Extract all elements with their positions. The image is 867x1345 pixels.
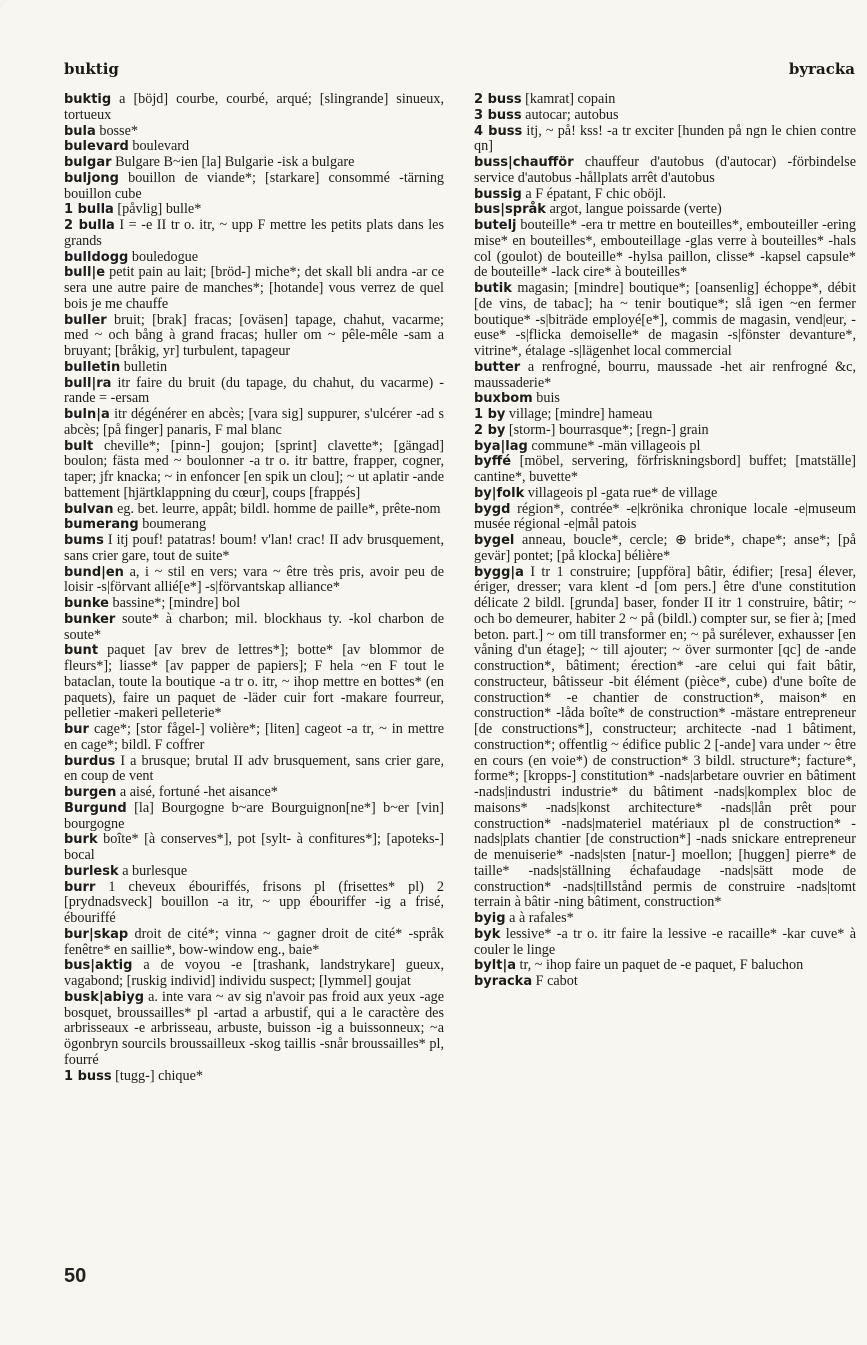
entry-definition: [påvlig] bulle* — [117, 201, 202, 218]
entry-headword: bur — [64, 722, 89, 737]
entry-headword: buxbom — [474, 391, 533, 407]
dictionary-entry — [64, 171, 444, 203]
entry-headword: bums — [64, 533, 104, 548]
entry-headword: bylt|a — [474, 958, 516, 974]
entry-headword: buller — [64, 312, 107, 328]
dictionary-entry — [474, 187, 856, 203]
entry-definition: itr faire du bruit (du tapage, du chahut, du vacarme) -rande = -ersam — [64, 374, 444, 407]
entry-definition: a de voyou -e [trashank, landstrykare] gueux, vagabond; [ruskig individ] individu suspect; [lymmel] goujat — [64, 957, 445, 989]
entry-headword: byracka — [474, 974, 533, 989]
entry-definition: anneau, boucle*, cercle; ⊕ bride*, chape*; anse*; [på gevär] pontet; [på klocka] bélière* — [474, 532, 856, 564]
entry-headword: burlesk — [64, 863, 119, 879]
entry-headword: bygd — [474, 501, 511, 517]
entry-headword: bya|lag — [474, 438, 528, 454]
dictionary-entry — [64, 360, 444, 376]
dictionary-entry — [474, 958, 856, 974]
dictionary-entry — [64, 439, 444, 502]
entry-headword: by|folk — [474, 485, 525, 501]
dictionary-entry — [474, 454, 856, 486]
entry-headword: 1 buss — [64, 1068, 112, 1084]
entry-headword: burdus — [64, 753, 116, 769]
entry-definition: a aisé, fortuné -het aisance* — [119, 784, 278, 800]
entry-definition: bouillon de viande*; [starkare] consommé -tärning bouillon cube — [64, 169, 445, 202]
entry-definition: boumerang — [142, 516, 207, 533]
entry-headword: busk|abiyg — [64, 989, 145, 1005]
entry-definition: [kamrat] copain — [525, 91, 616, 107]
entry-headword: 2 by — [474, 422, 506, 438]
dictionary-entry — [474, 218, 856, 281]
entry-definition: a à rafales* — [509, 910, 574, 926]
dictionary-entry — [474, 565, 856, 912]
entry-headword: bulgar — [64, 155, 112, 170]
entry-headword: bula — [64, 123, 96, 139]
entry-definition: région*, contrée* -e|krönika chronique locale -e|museum musée régional -e|mål patois — [474, 500, 856, 533]
dictionary-entry — [474, 407, 856, 423]
entry-headword: butter — [474, 359, 521, 375]
entry-headword: bulvan — [64, 501, 114, 517]
entry-definition: petit pain au lait; [bröd-] miche*; det skall bli andra -ar ce sera une autre paire de manches*; [hotande] vous verrez de quel bois je me chauffe — [64, 264, 445, 312]
entry-definition: village; [mindre] hameau — [508, 406, 653, 422]
entry-definition: a F épatant, F chic oböjl. — [525, 185, 667, 202]
entry-definition: cheville*; [pinn-] goujon; [sprint] clavette*; [gängad] boulon; fästa med ~ boulonner -a tr o. itr battre, frapper, cogner, taper; jfr knacka; ~ in enfoncer [en spik un clou]; ~ ut aplatir -ande battement [hjärtklappning du cœur], coups [frappés] — [64, 437, 445, 501]
entry-headword: bult — [64, 438, 94, 454]
entry-definition: I itj pouf! patatras! boum! v'lan! crac! II adv brusquement, sans crier gare, tout de suite* — [64, 532, 444, 564]
dictionary-entry — [64, 124, 444, 140]
entry-headword: buln|a — [64, 407, 110, 422]
entry-definition: bouledogue — [131, 248, 199, 265]
dictionary-entry — [64, 801, 444, 833]
entry-definition: a renfrogné, bourru, maussade -het air renfrogné &c, maussaderie* — [474, 358, 856, 391]
entry-headword: bulldogg — [64, 249, 129, 265]
entry-definition: [möbel, servering, förfriskningsbord] buffet; [matställe] cantine*, buvette* — [474, 453, 856, 485]
entry-headword: 4 buss — [474, 123, 523, 139]
entry-headword: bund|en — [64, 564, 124, 580]
entry-headword: 2 bulla — [64, 218, 115, 233]
entry-headword: 1 by — [474, 407, 506, 422]
dictionary-entry — [64, 990, 444, 1069]
entry-definition: cage*; [stor fågel-] volière*; [liten] cageot -a tr, ~ in mettre en cage*; bildl. F coffrer — [64, 721, 444, 753]
entry-headword: bunke — [64, 596, 109, 611]
entry-headword: buktig — [64, 92, 112, 107]
dictionary-entry — [474, 974, 856, 990]
entry-definition: bulletin — [123, 358, 168, 375]
entry-headword: buss|chaufför — [474, 155, 574, 170]
entry-definition: eg. bet. leurre, appât; bildl. homme de paille*, prête-nom — [117, 500, 441, 517]
dictionary-entry — [474, 486, 856, 502]
entry-definition: boulevard — [132, 138, 190, 155]
entry-headword: byig — [474, 911, 506, 926]
entry-headword: bus|aktig — [64, 958, 133, 974]
entry-headword: 3 buss — [474, 107, 522, 123]
dictionary-entry — [64, 517, 444, 533]
dictionary-entry — [474, 911, 856, 927]
dictionary-entry — [64, 265, 444, 312]
running-head-right: byracka — [788, 60, 855, 78]
entry-headword: butik — [474, 281, 512, 296]
dictionary-entry — [474, 360, 856, 392]
dictionary-entry — [64, 643, 444, 722]
dictionary-entry — [64, 376, 444, 408]
entry-definition: I = -e II tr o. itr, ~ upp F mettre les petits plats dans les grands — [64, 217, 444, 249]
entry-definition: commune* -män villageois pl — [531, 437, 701, 454]
dictionary-entry — [474, 92, 856, 108]
entry-definition: itj, ~ på! kss! -a tr exciter [hunden på ngn le chien contre qn] — [474, 122, 857, 155]
dictionary-entry — [64, 958, 444, 990]
entry-headword: burk — [64, 832, 98, 848]
entry-headword: Burgund — [64, 800, 127, 816]
entry-definition: buis — [536, 390, 560, 407]
entry-headword: byk — [474, 926, 501, 942]
entry-definition: [tugg-] chique* — [115, 1067, 204, 1084]
entry-headword: bur|skap — [64, 926, 129, 942]
entry-headword: bygg|a — [474, 564, 524, 580]
entry-headword: bussig — [474, 186, 522, 202]
dictionary-entry — [64, 218, 444, 250]
entry-headword: bull|ra — [64, 375, 112, 391]
entry-definition: [la] Bourgogne b~are Bourguignon[ne*] b~er [vin] bourgogne — [64, 799, 444, 832]
entry-headword: 2 buss — [474, 92, 522, 107]
entry-headword: bygel — [474, 533, 515, 548]
entry-definition: bosse* — [99, 122, 138, 139]
entry-definition: I a brusque; brutal II adv brusquement, sans crier gare, en coup de vent — [64, 752, 444, 785]
dictionary-entry — [64, 407, 444, 439]
dictionary-entry — [64, 754, 444, 786]
entry-definition: a, i ~ stil en vers; vara ~ être très pris, avoir peu de loisir -s|förvant allié[e*] -s|förvantskap alliance* — [64, 563, 445, 596]
entry-headword: bunt — [64, 643, 99, 659]
entry-headword: bull|e — [64, 265, 106, 281]
entry-definition: villageois pl -gata rue* de village — [527, 484, 718, 501]
entry-headword: burr — [64, 879, 96, 895]
entry-definition: lessive* -a tr o. itr faire la lessive -e racaille* -kar cuve* à couler le linge — [474, 925, 856, 958]
dictionary-entry — [64, 832, 444, 864]
entry-definition: itr dégénérer en abcès; [vara sig] suppurer, s'ulcérer -ad s abcès; [på finger] panaris, F mal blanc — [64, 406, 445, 438]
entry-definition: argot, langue poissarde (verte) — [549, 201, 722, 218]
entry-definition: droit de cité*; vinna ~ gagner droit de cité* -språk fenêtre* en saillie*, bow-window eng., baie* — [64, 925, 444, 958]
dictionary-entry — [474, 281, 856, 360]
page-number: 50 — [64, 1265, 87, 1287]
dictionary-entry — [474, 124, 856, 156]
left-column — [64, 92, 444, 1084]
entry-definition: [storm-] bourrasque*; [regn-] grain — [508, 421, 709, 438]
dictionary-entry — [64, 502, 444, 518]
entry-headword: byffé — [474, 454, 512, 470]
entry-definition: bouteille* -era tr mettre en bouteilles*, embouteiller -ering mise* en bouteilles*, embouteillage -glas verre à bouteilles* -hals col (goulot) de bouteille* -hylsa paillon, clisse* -kapsel capsule* de bouteille* -lack cire* à bouteilles* — [474, 217, 856, 281]
entry-definition: bassine*; [mindre] bol — [112, 595, 241, 611]
dictionary-entry — [64, 927, 444, 959]
entry-definition: a. inte vara ~ av sig n'avoir pas froid aux yeux -age bosquet, broussailles* pl -artad a arbustif, qui a le caractère des arbrisseaux -e arbrisseau, arbuste, buisson -ig a buissonneux; ~a ögonbryn sourcils broussailleux -skog taillis -snår broussailles* pl, fourré — [64, 988, 445, 1068]
running-head-left: buktig — [64, 60, 119, 78]
entry-definition: F cabot — [535, 973, 578, 989]
dictionary-entry — [474, 423, 856, 439]
dictionary-entry — [474, 533, 856, 565]
dictionary-entry — [474, 108, 856, 124]
dictionary-entry — [64, 250, 444, 266]
dictionary-entry — [64, 92, 444, 124]
entry-definition: bruit; [brak] fracas; [oväsen] tapage, chahut, vacarme; med ~ och bång à grand fracas; huller om ~ pêle-mêle -sam a bruyant; [bråkig, yr] turbulent, tapageur — [64, 311, 445, 359]
entry-definition: autocar; autobus — [525, 106, 619, 123]
dictionary-entry — [474, 391, 856, 407]
dictionary-entry — [64, 139, 444, 155]
entry-headword: bulevard — [64, 139, 129, 155]
entry-headword: bulletin — [64, 359, 121, 375]
entry-definition: I tr 1 construire; [uppföra] bâtir, édifier; [resa] élever, ériger, dresser; vara klent -d [om pers.] être d'une constitution délicate 2 bildl. [grunda] baser, fonder II itr 1 construire, bâtir; ~ och bo demeurer, habiter 2 ~ på (bildl.) compter sur, se fier à; [med beton. part.] ~ om till transformer en; ~ på surélever, exhausser [en våning d'un étage]; ~ till ajouter; ~ över surmonter [qc] de -ande construction*, bâtiment; érection* -are celui qui fait bâtir, constructeur, bâtisseur -bit élément (pièce*, cube) d'une boîte de construction* -e chantier de construction*, maison* en construction* -låda boîte* de construction* -mästare entrepreneur [de constructions*], constructeur; architecte -nad 1 bâtiment, construction*; offentlig ~ édifice public 2 [-ande] vara under ~ être en cours (en voie*) de construction* 3 bildl. structure*; facture*, forme*; [kropps-] constitution* -nads|arbetare ouvrier en bâtiment -nads|industri industrie* du bâtiment -nads|komplex bloc de maisons* -nads|konst architecture* -nads|lån prêt pour construction* -nads|materiel matériaux pl de construction* -nads|plats chantier [de construction*] -nads snickare entrepreneur de menuiserie* -nads|sten [natur-] moellon; [huggen] pierre* de taille* -nads|ställning échafaudage -nads|sätt mode de construction* -nads|tillstånd permis de construire -nads|tomt terrain à bâtir -ning bâtiment, construction* — [474, 563, 856, 911]
dictionary-entry — [64, 1069, 444, 1085]
entry-definition: tr, ~ ihop faire un paquet de -e paquet, F baluchon — [519, 957, 804, 974]
entry-definition: magasin; [mindre] boutique*; [oansenlig] échoppe*, débit [de vins, de tabac]; ha ~ tenir boutique*; slå igen ~en fermer boutique* -s|biträde employé[e*], commis de magasin, vend|eur, -euse* -s|flicka demoiselle* de magasin -s|fönster devanture*, vitrine*, étalage -s|lägenhet local commercial — [474, 280, 857, 359]
dictionary-entry — [64, 313, 444, 360]
entry-definition: a [böjd] courbe, courbé, arqué; [slingrande] sinueux, tortueux — [64, 91, 444, 123]
dictionary-entry — [474, 155, 856, 187]
dictionary-entry — [64, 596, 444, 612]
dictionary-entry — [474, 202, 856, 218]
dictionary-entry — [474, 502, 856, 534]
entry-definition: a burlesque — [122, 862, 188, 879]
entry-definition: soute* à charbon; mil. blockhaus ty. -kol charbon de soute* — [64, 610, 444, 643]
entry-definition: chauffeur d'autobus (d'autocar) -förbindelse service d'autobus -hållplats arrêt d'autobus — [474, 154, 856, 186]
dictionary-entry — [64, 612, 444, 644]
dictionary-entry — [474, 439, 856, 455]
dictionary-entry — [64, 202, 444, 218]
entry-headword: butelj — [474, 218, 517, 233]
entry-definition: boîte* [à conserves*], pot [sylt- à confitures*]; [apoteks-] bocal — [64, 831, 444, 863]
dictionary-entry — [64, 880, 444, 927]
dictionary-entry — [64, 155, 444, 171]
dictionary-entry — [64, 864, 444, 880]
entry-headword: bus|språk — [474, 202, 546, 218]
entry-definition: Bulgare B~ien [la] Bulgarie -isk a bulgare — [115, 154, 355, 170]
entry-headword: 1 bulla — [64, 202, 114, 218]
dictionary-entry — [64, 533, 444, 565]
entry-headword: bumerang — [64, 517, 139, 533]
dictionary-entry — [64, 722, 444, 754]
entry-headword: burgen — [64, 785, 117, 800]
entry-headword: bunker — [64, 611, 116, 627]
dictionary-entry — [64, 565, 444, 597]
dictionary-entry — [64, 785, 444, 801]
right-column — [474, 92, 856, 990]
entry-definition: 1 cheveux ébouriffés, frisons pl (frisettes* pl) 2 [prydnadsveck] bouillon -a itr, ~ upp ébouriffer -ig a frisé, ébouriffé — [64, 878, 445, 926]
dictionary-entry — [474, 927, 856, 959]
entry-definition: paquet [av brev de lettres*]; botte* [av blommor de fleurs*]; liasse* [av papper de papiers]; F hela ~en F tout le bataclan, toute la boutique -a tr o. itr, ~ ihop mettre en bottes* (en paquets), faire un paquet de -läder cuir fort -makare fourreur, pelletier -makeri pelleterie* — [64, 642, 445, 722]
entry-headword: buljong — [64, 170, 119, 186]
